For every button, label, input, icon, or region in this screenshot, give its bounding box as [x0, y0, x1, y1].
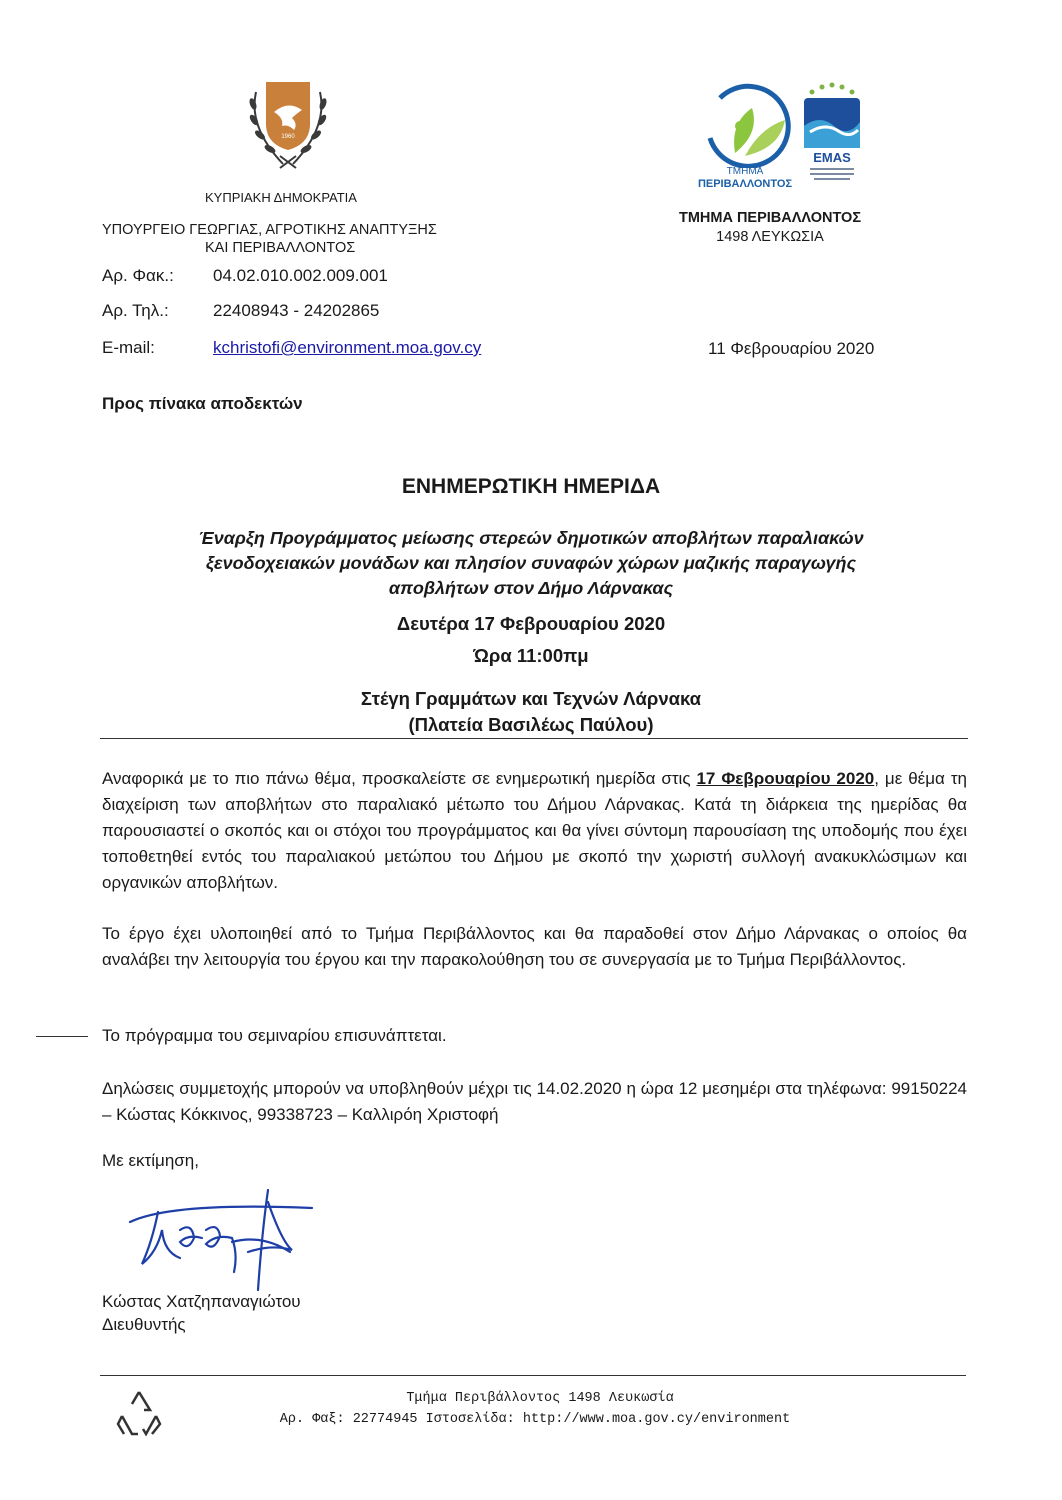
event-subtitle-line1: Έναρξη Προγράμματος μείωσης στερεών δημοτικών αποβλήτων παραλιακών — [198, 528, 864, 548]
dept-logo-line2: ΠΕΡΙΒΑΛΛΟΝΤΟΣ — [697, 178, 793, 190]
paragraph-1-text: Αναφορικά με το πιο πάνω θέμα, προσκαλείστε σε ενημερωτική ημερίδα στις — [102, 769, 697, 788]
dept-logo-line1: ΤΜΗΜΑ — [726, 166, 764, 177]
body-paragraph-4: Δηλώσεις συμμετοχής μπορούν να υποβληθούν μέχρι τις 14.02.2020 η ώρα 12 μεσημέρι στα τηλέφωνα: 99150224 – Κώστας Κόκκινος, 99338723 – Καλλιρόη Χριστοφή — [102, 1079, 967, 1124]
emas-fine-print-line — [810, 168, 854, 170]
department-name: ΤΜΗΜΑ ΠΕΡΙΒΑΛΛΟΝΤΟΣ — [678, 210, 862, 226]
recycle-icon — [112, 1386, 166, 1440]
telephone-label: Αρ. Τηλ.: — [102, 301, 169, 320]
file-number-value: 04.02.010.002.009.001 — [213, 266, 388, 285]
body-paragraph-3: Το πρόγραμμα του σεμιναρίου επισυνάπτεται. — [102, 1026, 447, 1045]
body-paragraph-1 — [102, 766, 967, 896]
ministry-name-line1: ΥΠΟΥΡΓΕΙΟ ΓΕΩΡΓΙΑΣ, ΑΓΡΟΤΙΚΗΣ ΑΝΑΠΤΥΞΗΣ — [102, 222, 437, 238]
telephone-value: 22408943 - 24202865 — [213, 301, 380, 320]
footer-divider — [100, 1375, 966, 1376]
file-number-label: Αρ. Φακ.: — [102, 266, 174, 285]
paragraph-1-date: 17 Φεβρουαρίου 2020 — [696, 769, 875, 788]
coat-of-arms-logo — [238, 72, 338, 172]
margin-fold-mark — [36, 1036, 88, 1037]
event-heading: ΕΝΗΜΕΡΩΤΙΚΗ ΗΜΕΡΙΔΑ — [401, 475, 661, 498]
body-paragraph-2: Το έργο έχει υλοποιηθεί από το Τμήμα Περιβάλλοντος και θα παραδοθεί στον Δήμο Λάρνακας ο οποίος θα αναλάβει την λειτουργία του έργου και την παρακολούθηση του σε συνεργασία με το Τμήμα Περιβάλλοντος. — [102, 924, 967, 969]
event-venue-line1: Στέγη Γραμμάτων και Τεχνών Λάρνακα — [360, 688, 702, 709]
svg-text:1960: 1960 — [281, 134, 295, 140]
emas-fine-print-line — [814, 178, 850, 180]
title-divider — [100, 738, 968, 739]
email-label: E-mail: — [102, 338, 155, 357]
closing-salutation: Με εκτίμηση, — [102, 1151, 199, 1170]
emas-label: EMAS — [813, 150, 851, 165]
emas-logo — [800, 82, 864, 192]
ministry-name-line2: ΚΑΙ ΠΕΡΙΒΑΛΛΟΝΤΟΣ — [205, 240, 356, 256]
recipient-line: Προς πίνακα αποδεκτών — [102, 394, 303, 413]
environment-department-logo — [690, 78, 800, 196]
event-time: Ώρα 11:00πμ — [473, 645, 589, 666]
signatory-role: Διευθυντής — [102, 1315, 186, 1334]
footer-contact: Αρ. Φαξ: 22774945 Ιστοσελίδα: http://www.moa.gov.cy/environment — [279, 1412, 791, 1427]
handwritten-signature — [122, 1182, 327, 1292]
republic-name: ΚΥΠΡΙΑΚΗ ΔΗΜΟΚΡΑΤΙΑ — [205, 190, 357, 205]
footer-address: Τμήμα Περιβάλλοντος 1498 Λευκωσία — [406, 1391, 674, 1406]
emas-fine-print-line — [810, 173, 854, 175]
paragraph-1-text-rest: , με θέμα τη διαχείριση των αποβλήτων στο παραλιακό μέτωπο του Δήμου Λάρνακας. Κατά τη διάρκεια της ημερίδας θα παρουσιαστεί ο σκοπός και οι στόχοι του προγράμματος και θα γίνει σύντομη παρουσίαση της υποδομής που έχει τοποθετηθεί εντός του παραλιακού μετώπου του Δήμου με σκοπό την χωριστή συλλογή ανακυκλώσιμων και οργανικών αποβλήτων. — [102, 769, 967, 892]
email-link[interactable]: kchristofi@environment.moa.gov.cy — [213, 338, 482, 357]
event-venue-line2: (Πλατεία Βασιλέως Παύλου) — [408, 714, 654, 735]
event-subtitle-line3: αποβλήτων στον Δήμο Λάρνακας — [388, 578, 674, 598]
event-subtitle-line2: ξενοδοχειακών μονάδων και πλησίον συναφών χώρων μαζικής παραγωγής — [205, 553, 857, 573]
event-date: Δευτέρα 17 Φεβρουαρίου 2020 — [396, 613, 666, 634]
signatory-name: Κώστας Χατζηπαναγιώτου — [102, 1292, 301, 1311]
department-address: 1498 ΛΕΥΚΩΣΙΑ — [716, 229, 824, 245]
letter-date: 11 Φεβρουαρίου 2020 — [708, 339, 875, 358]
